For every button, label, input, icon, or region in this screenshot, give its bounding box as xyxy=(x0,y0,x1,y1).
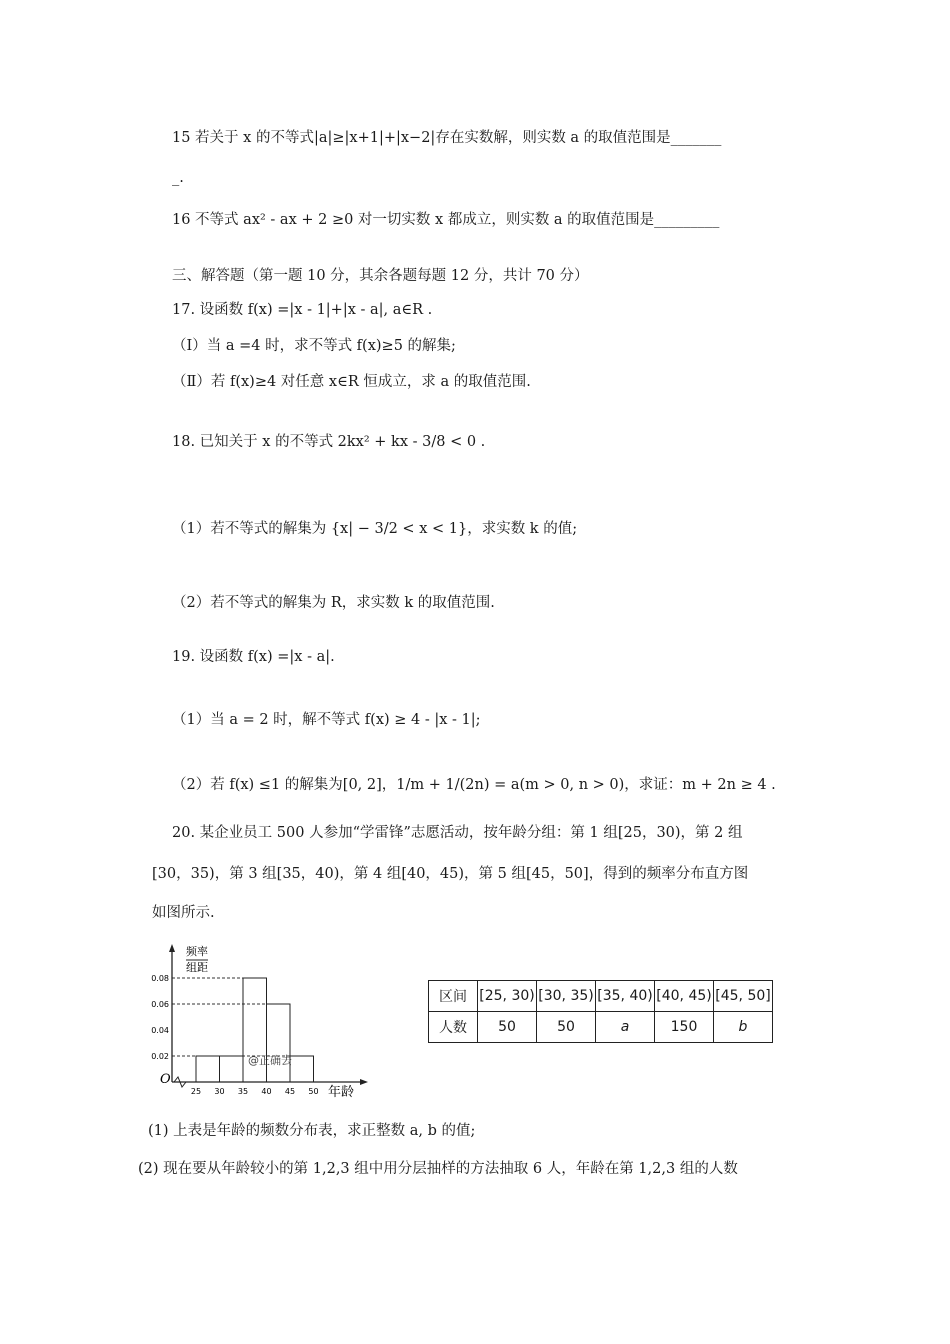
question-17: 17. 设函数 f(x) =|x - 1|+|x - a|, a∈R . xyxy=(172,302,433,318)
y-tick-label: 0.04 xyxy=(151,1026,169,1035)
question-16: 16 不等式 ax² - ax + 2 ≥0 对一切实数 x 都成立，则实数 a 的取值范围是_________ xyxy=(172,212,720,228)
table-count: a xyxy=(596,1012,655,1043)
section-title: 三、解答题（第一题 10 分，其余各题每题 12 分，共计 70 分） xyxy=(172,268,589,284)
x-axis-arrow xyxy=(360,1079,368,1085)
table-interval: [25, 30) xyxy=(478,981,537,1012)
table-count: 50 xyxy=(537,1012,596,1043)
question-18-part-2: （2）若不等式的解集为 R，求实数 k 的取值范围. xyxy=(172,595,495,611)
x-tick-label: 25 xyxy=(190,1087,202,1096)
frequency-table xyxy=(428,980,773,1043)
x-tick-labels xyxy=(191,1087,319,1096)
x-tick-label: 35 xyxy=(237,1087,249,1096)
table-interval: [45, 50] xyxy=(714,981,773,1012)
origin-label: O xyxy=(160,1072,171,1087)
frequency-histogram xyxy=(150,938,390,1100)
question-19: 19. 设函数 f(x) =|x - a|. xyxy=(172,649,335,665)
y-axis-arrow xyxy=(169,944,175,952)
table-count-row xyxy=(429,1012,773,1043)
question-20-line-2: [30，35)，第 3 组[35，40)，第 4 组[40，45)，第 5 组[45，50]，得到的频率分布直方图 xyxy=(152,866,749,882)
histogram-bar xyxy=(290,1056,314,1082)
question-20-part-1: (1) 上表是年龄的频数分布表，求正整数 a, b 的值; xyxy=(148,1123,476,1139)
x-tick-label: 45 xyxy=(284,1087,296,1096)
x-tick-label: 50 xyxy=(308,1087,319,1096)
x-tick-label: 40 xyxy=(261,1087,272,1096)
question-17-part-2: （Ⅱ）若 f(x)≥4 对任意 x∈R 恒成立，求 a 的取值范围. xyxy=(172,374,531,390)
question-15-tail: _. xyxy=(172,170,184,186)
y-tick-label: 0.06 xyxy=(151,1000,169,1009)
question-20-line-3: 如图所示. xyxy=(152,905,215,921)
y-tick-label: 0.08 xyxy=(151,974,169,983)
x-axis-label: 年龄 xyxy=(328,1085,355,1100)
histogram-bar xyxy=(267,1004,291,1082)
y-tick-labels xyxy=(151,974,169,1061)
table-interval: [40, 45) xyxy=(655,981,714,1012)
histogram-bar xyxy=(220,1056,244,1082)
question-20-part-2: (2) 现在要从年龄较小的第 1,2,3 组中用分层抽样的方法抽取 6 人，年龄在第 1,2,3 组的人数 xyxy=(138,1161,738,1177)
table-row-label: 人数 xyxy=(429,1012,478,1043)
question-19-part-2: （2）若 f(x) ≤1 的解集为[0, 2]，1/m + 1/(2n) = a(m > 0, n > 0)，求证：m + 2n ≥ 4 . xyxy=(172,777,776,793)
table-interval: [35, 40) xyxy=(596,981,655,1012)
table-interval: [30, 35) xyxy=(537,981,596,1012)
y-label-top: 频率 xyxy=(186,945,208,958)
table-count: b xyxy=(714,1012,773,1043)
question-17-part-1: （Ⅰ）当 a =4 时，求不等式 f(x)≥5 的解集; xyxy=(172,338,456,354)
y-tick-label: 0.02 xyxy=(151,1052,169,1061)
table-count: 50 xyxy=(478,1012,537,1043)
table-count: 150 xyxy=(655,1012,714,1043)
question-19-part-1: （1）当 a = 2 时，解不等式 f(x) ≥ 4 - |x - 1|; xyxy=(172,712,481,728)
x-tick-label: 30 xyxy=(214,1087,225,1096)
watermark: @正确去 xyxy=(248,1054,292,1067)
histogram-bar xyxy=(196,1056,220,1082)
question-18: 18. 已知关于 x 的不等式 2kx² + kx - 3/8 < 0 . xyxy=(172,434,486,450)
y-label-bottom: 组距 xyxy=(186,961,208,974)
question-15: 15 若关于 x 的不等式|a|≥|x+1|+|x−2|存在实数解，则实数 a 的取值范围是_______ xyxy=(172,130,722,146)
table-header-label: 区间 xyxy=(429,981,478,1012)
question-18-part-1: （1）若不等式的解集为 {x| − 3/2 < x < 1}，求实数 k 的值; xyxy=(172,521,578,537)
table-header-row xyxy=(429,981,773,1012)
question-20-line-1: 20. 某企业员工 500 人参加“学雷锋”志愿活动，按年龄分组：第 1 组[25，30)，第 2 组 xyxy=(172,825,743,841)
